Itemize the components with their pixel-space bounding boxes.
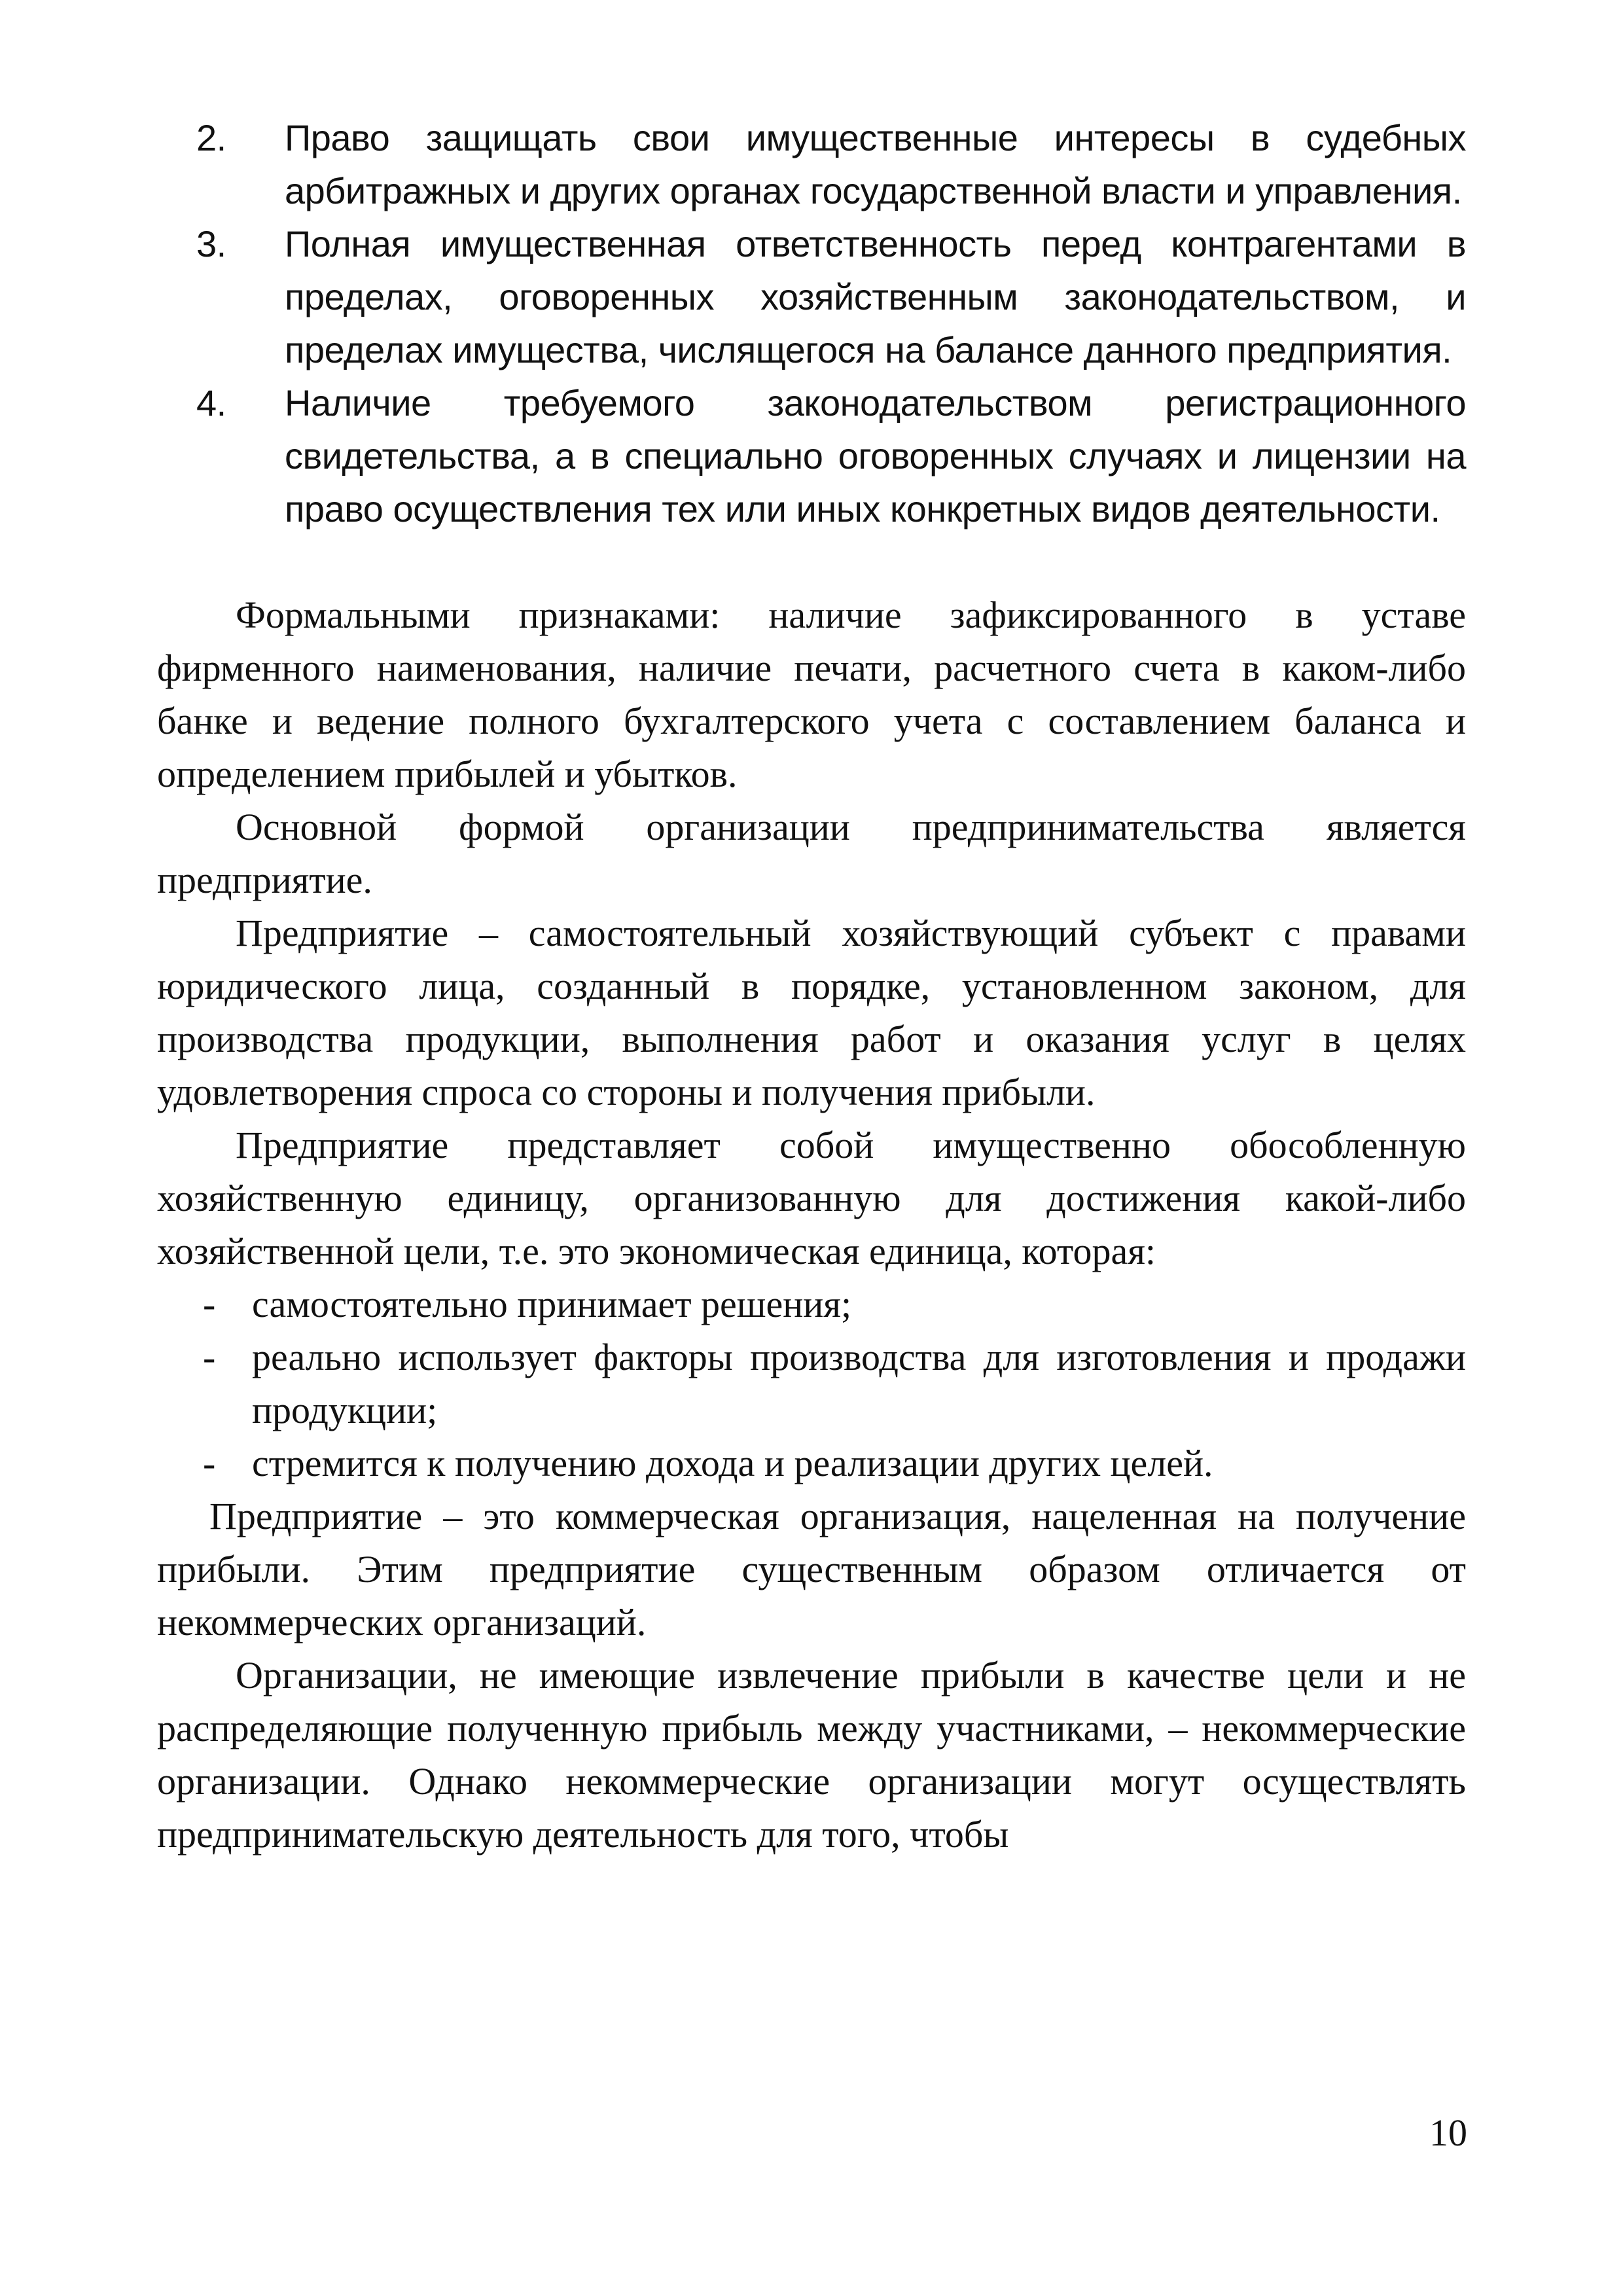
page-text-block — [157, 111, 1466, 1861]
list-item-text: Полная имущественная ответственность перед контрагентами в пределах, оговоренных хозяйственным законодательством, и пределах имущества, числящегося на балансе данного предприятия. — [285, 223, 1466, 370]
list-item-number: 3. — [196, 223, 226, 264]
list-item-text: Право защищать свои имущественные интересы в судебных арбитражных и других органах государственной власти и управления. — [285, 117, 1466, 211]
dash-list-item-text: реально использует факторы производства для изготовления и продажи продукции; — [252, 1336, 1466, 1431]
list-item — [157, 376, 1466, 535]
list-item — [157, 217, 1466, 376]
paragraph-enterprise-definition: Предприятие – самостоятельный хозяйствующий субъект с правами юридического лица, созданный в порядке, установленном законом, для производства продукции, выполнения работ и оказания услуг в целях удовлетворения спроса со стороны и получения прибыли. — [157, 912, 1466, 1113]
list-item — [157, 111, 1466, 217]
paragraph-noncommercial-org: Организации, не имеющие извлечение прибыли в качестве цели и не распределяющие полученную прибыль между участниками, – некоммерческие организации. Однако некоммерческие организации могут осуществлять предпринимательскую деятельность для того, чтобы — [157, 1654, 1466, 1856]
dash-list-item — [157, 1331, 1466, 1437]
paragraph-main-form: Основной формой организации предпринимательства является предприятие. — [157, 806, 1466, 901]
numbered-list — [157, 111, 1466, 535]
list-item-number: 4. — [196, 382, 226, 423]
dash-marker: - — [203, 1442, 216, 1484]
dash-marker: - — [203, 1336, 216, 1378]
paragraph-commercial-org: Предприятие – это коммерческая организация, нацеленная на получение прибыли. Этим предприятие существенным образом отличается от некоммерческих организаций. — [157, 1495, 1466, 1643]
dash-marker: - — [203, 1283, 216, 1325]
paragraph-formal-features: Формальными признаками: наличие зафиксированного в уставе фирменного наименования, наличие печати, расчетного счета в каком-либо банке и ведение полного бухгалтерского учета с составлением баланса и определением прибылей и убытков. — [157, 594, 1466, 795]
dash-list-item — [157, 1278, 1466, 1331]
dash-list-item — [157, 1437, 1466, 1490]
section-spacer — [157, 535, 1466, 588]
dash-list-item-text: стремится к получению дохода и реализации других целей. — [252, 1442, 1213, 1484]
paragraph-enterprise-unit: Предприятие представляет собой имущественно обособленную хозяйственную единицу, организованную для достижения какой-либо хозяйственной цели, т.е. это экономическая единица, которая: — [157, 1124, 1466, 1272]
dash-list-item-text: самостоятельно принимает решения; — [252, 1283, 852, 1325]
dash-list — [157, 1278, 1466, 1490]
page-number: 10 — [1429, 2111, 1467, 2154]
list-item-text: Наличие требуемого законодательством регистрационного свидетельства, а в специально оговоренных случаях и лицензии на право осуществления тех или иных конкретных видов деятельности. — [285, 382, 1466, 529]
list-item-number: 2. — [196, 117, 226, 158]
